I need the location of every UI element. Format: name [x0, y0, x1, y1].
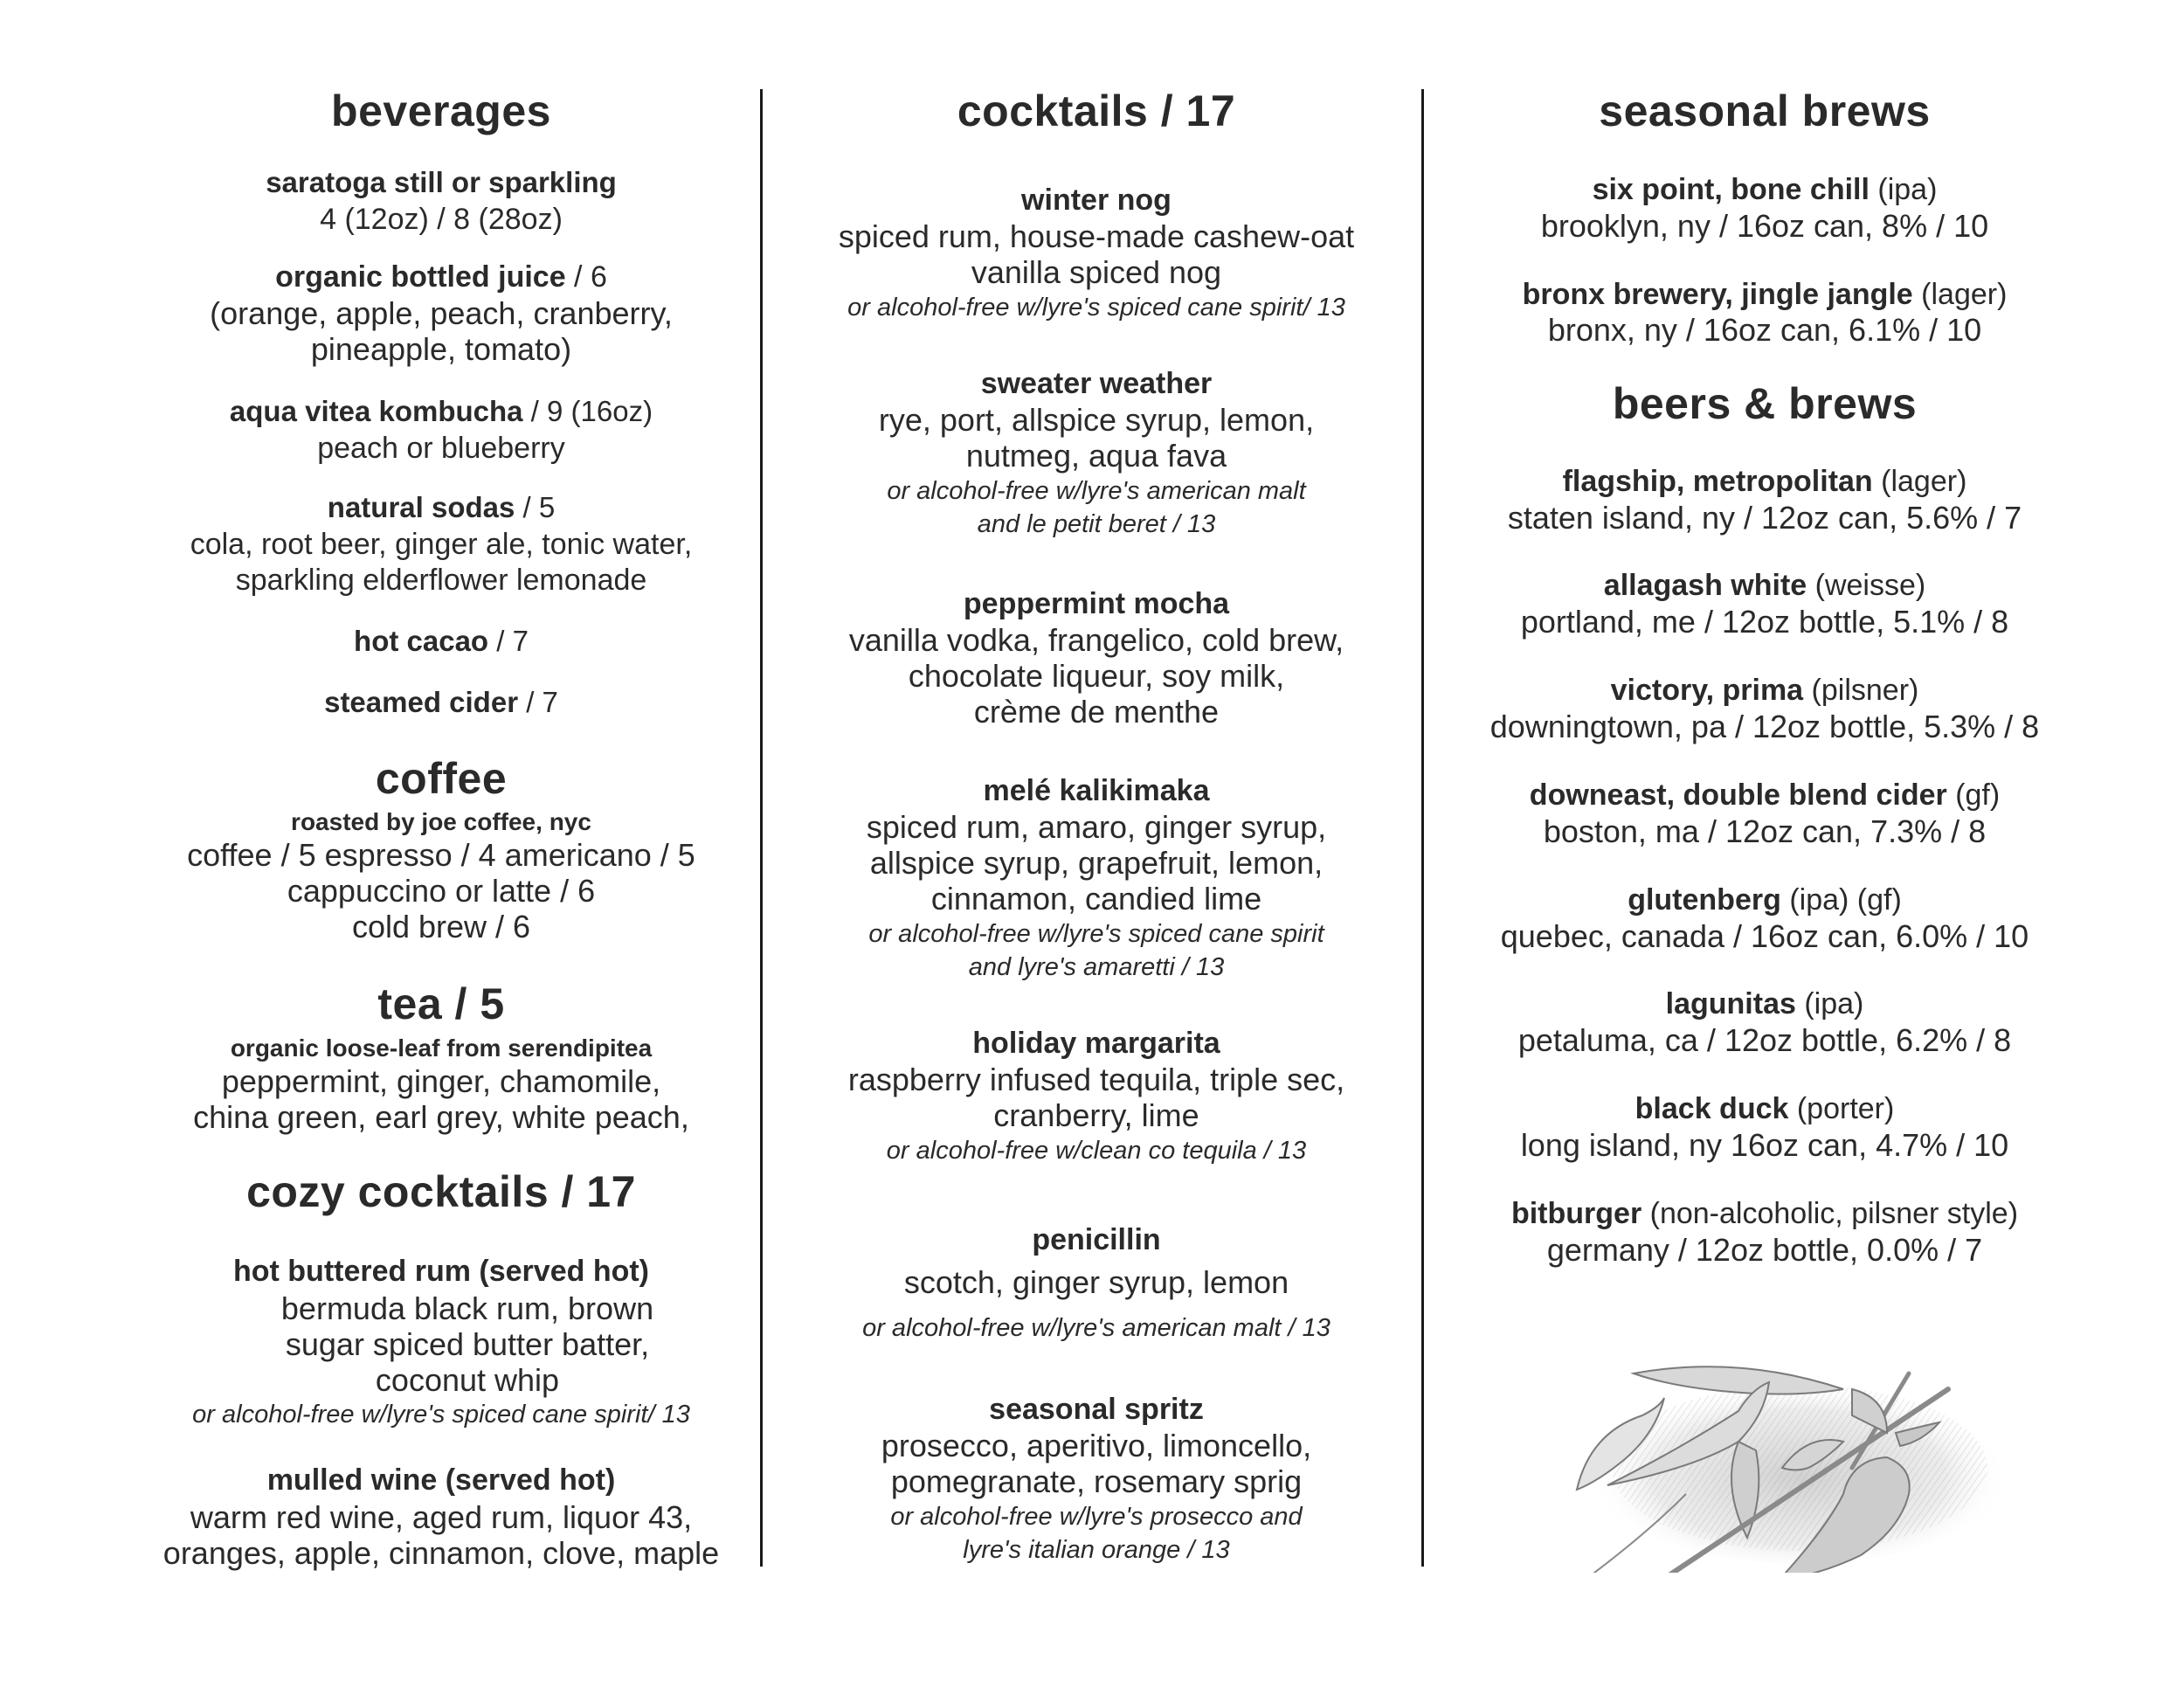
middle-column: [782, 0, 1411, 1688]
beer-name: victory, prima (pilsner): [1610, 674, 1919, 707]
beer-detail: quebec, canada / 16oz can, 6.0% / 10: [1500, 918, 2029, 954]
beer-detail: long island, ny 16oz can, 4.7% / 10: [1520, 1127, 2009, 1163]
coffee-line: coffee / 5 espresso / 4 americano / 5: [187, 837, 695, 873]
menu-item-detail: scotch, ginger syrup, lemon: [903, 1264, 1289, 1300]
menu-item-name: organic bottled juice / 6: [275, 260, 607, 294]
column-divider: [1421, 89, 1424, 1567]
cocktails-heading: cocktails / 17: [957, 86, 1236, 135]
menu-item-detail: sugar spiced butter batter,: [285, 1326, 650, 1362]
menu-item-detail: nutmeg, aqua fava: [965, 438, 1227, 474]
beer-detail: brooklyn, ny / 16oz can, 8% / 10: [1540, 208, 1989, 244]
beer-name: allagash white (weisse): [1603, 569, 1926, 602]
alcohol-free-option: or alcohol-free w/lyre's american malt / 13: [862, 1314, 1330, 1342]
menu-item-name: melé kalikimaka: [983, 774, 1210, 807]
menu-item-detail: vanilla spiced nog: [971, 254, 1222, 290]
menu-item-detail: coconut whip: [375, 1362, 560, 1398]
menu-item-name: seasonal spritz: [989, 1393, 1204, 1426]
tea-line: china green, earl grey, white peach,: [193, 1099, 689, 1135]
tea-line: peppermint, ginger, chamomile,: [221, 1063, 661, 1099]
beer-name: six point, bone chill (ipa): [1592, 173, 1938, 206]
tea-subtitle: organic loose-leaf from serendipitea: [230, 1034, 653, 1062]
menu-item-detail: peach or blueberry: [317, 432, 565, 465]
cozy-cocktails-heading: cozy cocktails / 17: [246, 1167, 636, 1216]
menu-item-detail: chocolate liqueur, soy milk,: [908, 658, 1285, 694]
menu-item-detail: oranges, apple, cinnamon, clove, maple: [162, 1535, 720, 1571]
menu-item-detail: prosecco, aperitivo, limoncello,: [881, 1428, 1312, 1463]
menu-item-name: steamed cider / 7: [324, 686, 558, 718]
beer-detail: boston, ma / 12oz can, 7.3% / 8: [1543, 813, 1987, 849]
menu-item-detail: cola, root beer, ginger ale, tonic water,: [190, 528, 693, 561]
menu-item-detail: pomegranate, rosemary sprig: [890, 1463, 1303, 1499]
alcohol-free-option: or alcohol-free w/lyre's spiced cane spirit/ 13: [847, 294, 1345, 322]
alcohol-free-option: and le petit beret / 13: [977, 510, 1216, 538]
menu-item-detail: pineapple, tomato): [310, 331, 572, 367]
alcohol-free-option: or alcohol-free w/lyre's spiced cane spirit/ 13: [192, 1401, 690, 1429]
coffee-heading: coffee: [375, 754, 508, 803]
menu-item-name: hot cacao / 7: [354, 625, 529, 657]
coffee-subtitle: roasted by joe coffee, nyc: [291, 808, 591, 835]
beer-name: bitburger (non-alcoholic, pilsner style): [1510, 1197, 2019, 1230]
alcohol-free-option: lyre's italian orange / 13: [963, 1536, 1230, 1564]
menu-item-detail: 4 (12oz) / 8 (28oz): [320, 203, 563, 236]
menu-item-detail: bermuda black rum, brown: [280, 1290, 654, 1326]
tea-heading: tea / 5: [377, 979, 505, 1028]
menu-item-detail: rye, port, allspice syrup, lemon,: [878, 402, 1315, 438]
beer-detail: bronx, ny / 16oz can, 6.1% / 10: [1547, 312, 1982, 348]
menu-item-detail: sparkling elderflower lemonade: [235, 564, 647, 597]
beer-detail: germany / 12oz bottle, 0.0% / 7: [1546, 1232, 1983, 1268]
botanical-engraving-icon: [1564, 1337, 2018, 1573]
menu-item-name: holiday margarita: [972, 1027, 1220, 1060]
alcohol-free-option: and lyre's amaretti / 13: [968, 953, 1225, 981]
menu-item-detail: allspice syrup, grapefruit, lemon,: [869, 845, 1324, 881]
menu-item-detail: vanilla vodka, frangelico, cold brew,: [848, 622, 1344, 658]
menu-item-name: peppermint mocha: [963, 587, 1230, 620]
menu-item-detail: cranberry, lime: [993, 1097, 1199, 1133]
menu-item-name: hot buttered rum (served hot): [232, 1255, 650, 1288]
alcohol-free-option: or alcohol-free w/clean co tequila / 13: [886, 1137, 1307, 1165]
beer-name: downeast, double blend cider (gf): [1529, 778, 2001, 812]
beer-detail: portland, me / 12oz bottle, 5.1% / 8: [1520, 604, 2009, 640]
left-column: [140, 0, 743, 1688]
coffee-line: cold brew / 6: [351, 909, 531, 944]
menu-item-name: penicillin: [1032, 1223, 1161, 1256]
column-divider: [760, 89, 763, 1567]
menu-item-name: mulled wine (served hot): [266, 1463, 616, 1497]
menu-item-detail: warm red wine, aged rum, liquor 43,: [190, 1499, 693, 1535]
alcohol-free-option: or alcohol-free w/lyre's prosecco and: [890, 1503, 1303, 1531]
beer-detail: downingtown, pa / 12oz bottle, 5.3% / 8: [1489, 709, 2040, 744]
seasonal-brews-heading: seasonal brews: [1599, 86, 1931, 135]
beer-name: lagunitas (ipa): [1665, 987, 1864, 1020]
menu-item-detail: raspberry infused tequila, triple sec,: [847, 1062, 1345, 1097]
menu-item-detail: spiced rum, house-made cashew-oat: [838, 218, 1355, 254]
menu-item-name: saratoga still or sparkling: [266, 166, 617, 198]
menu-item-detail: (orange, apple, peach, cranberry,: [210, 295, 673, 331]
beer-detail: staten island, ny / 12oz can, 5.6% / 7: [1507, 500, 2022, 536]
beers-brews-heading: beers & brews: [1612, 379, 1918, 428]
beer-name: bronx brewery, jingle jangle (lager): [1522, 278, 2008, 311]
menu-item-detail: crème de menthe: [973, 694, 1220, 730]
beverages-heading: beverages: [331, 86, 551, 135]
beer-name: glutenberg (ipa) (gf): [1628, 883, 1902, 917]
beer-detail: petaluma, ca / 12oz bottle, 6.2% / 8: [1517, 1022, 2012, 1058]
coffee-line: cappuccino or latte / 6: [287, 873, 596, 909]
menu-item-detail: spiced rum, amaro, ginger syrup,: [866, 809, 1327, 845]
alcohol-free-option: or alcohol-free w/lyre's american malt: [887, 477, 1306, 505]
menu-item-name: winter nog: [1021, 183, 1171, 217]
menu-item-detail: cinnamon, candied lime: [930, 881, 1262, 917]
beer-name: black duck (porter): [1635, 1092, 1895, 1125]
menu-item-name: natural sodas / 5: [327, 491, 556, 523]
alcohol-free-option: or alcohol-free w/lyre's spiced cane spirit: [868, 920, 1324, 948]
menu-item-name: sweater weather: [980, 367, 1213, 400]
beer-name: flagship, metropolitan (lager): [1562, 465, 1967, 498]
menu-item-name: aqua vitea kombucha / 9 (16oz): [229, 395, 653, 427]
